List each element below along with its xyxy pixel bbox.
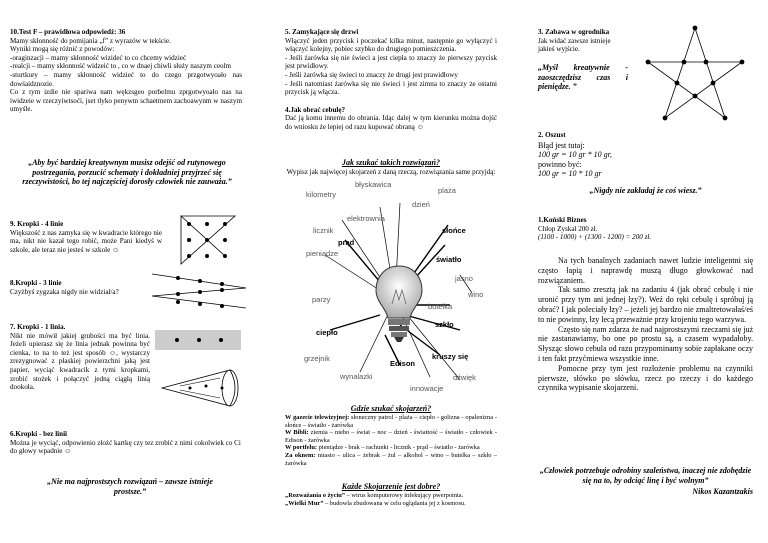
onion-text: Dać ją komu innemu do obrania. Idąc dalej w tym kierunku można dojść do wniosku że lepiej od razu kupować obraną ☺	[285, 114, 497, 131]
star-figure	[640, 22, 750, 130]
nine-dots-figure	[175, 212, 245, 268]
fraud-line: 100 gr = 10 gr * 10 gr,	[538, 150, 612, 160]
quote-creative: „Aby być bardziej kreatywnym musisz odejść od rutynowego postrzegania, porzucić schematy i dokładniej przyjrzeć się rzeczywistości, bo tej najczęściej dorosły człowiek nie zauważa.”	[22, 158, 232, 187]
horse-paragraph: Często się nam zdarza że nad najprostszymi rzeczami się już nie zastanawiamy, bo one po prostu są, a czasem wypadałoby. Słysząc słowo cebula od razu przypominamy sobie zapłakane oczy i ten fakt przyćmiewa wszystkie inne.	[538, 324, 753, 363]
section-gardener	[538, 28, 628, 54]
fraud-title: 2. Oszust	[538, 131, 566, 139]
gardener-quote: „Myśl kreatywnie - zaoszczędzisz czas i pieniędze. ”	[538, 63, 628, 92]
section-dots-7	[10, 323, 150, 392]
mindmap-word: ciepło	[316, 328, 338, 337]
mindmap-word: jasno	[455, 274, 473, 283]
horse-paragraph: Na tych banalnych zadaniach nawet ludzie inteligentni się często łapią i naprawdę muszą długo głowkować nad rozwiązaniem.	[538, 256, 753, 285]
mindmap-word: elektrownia	[347, 214, 385, 223]
mindmap-word: pieniądze	[306, 249, 339, 258]
test-f-line: -oraginzacji – mamy skłonność wizideć to co chcemy widzieć	[10, 53, 187, 62]
dots9-text: Większość z nas zamyka się w kwadracie którego nie ma, nikt nie kazał tego robić, może Pani kiedyś w szkole, ale teraz nie jesteś w szkole ☺	[10, 228, 162, 254]
onion-title: 4.Jak obrać cebulę?	[285, 105, 346, 114]
good-list	[285, 492, 497, 507]
mindmap-word: dźwięk	[453, 373, 476, 382]
mindmap-word: butelka	[428, 302, 453, 311]
mindmap-word: światło	[436, 255, 462, 264]
test-f-line: -realcji – mamy skłonność widzeić to , co w dnaej chiwli służy naszym ceolm	[10, 62, 232, 71]
section-horse	[538, 216, 753, 242]
test-f-title: 10.Test F – prawidłowa odpowiedź: 36	[10, 28, 126, 36]
thick-line-figure	[155, 328, 245, 356]
dots7-title: 7. Kropki - 1 linia.	[10, 323, 66, 331]
zigzag-figure	[150, 268, 250, 316]
test-f-line: -sturtkury – mamy skłonność widzieć to do czego przgotwyoało nas dowśaidznozie.	[10, 70, 242, 88]
mindmap-word: parzy	[312, 295, 331, 304]
mindmap-word: dzień	[412, 200, 430, 209]
doors-line: - Jeśli żarówka się świeci to znaczy że drugi jest prawidłowy	[285, 70, 458, 79]
where-item: Za oknem: miasto – ulica – żebrak – żul – alkohol – wino – butelka – szkło – żarówka	[285, 451, 498, 467]
where-item: W portfelu: pieniądze - brak – rachunki - licznik - prąd – światło - żarówka	[285, 444, 480, 452]
good-item: „Wielki Mur” – budowla zbudowana w celu oglądania jej z kosmosu.	[285, 499, 466, 507]
section-dots-8	[10, 279, 140, 296]
cone-figure	[160, 366, 244, 410]
mindmap-word: słońce	[442, 226, 466, 235]
good-title: Każde Skojarzenie jest dobre?	[341, 482, 441, 491]
dots6-text: Można je wyciąć, odpowienio złożć kartkę czy tez zrobić z nimi cokolwiek co Ci do głowy wpadnie ☺	[10, 438, 241, 456]
horse-paragraph: Pomocne przy tym jest rozłożenie problemu na czynniki pierwsze, słówko po słówku, rzecz po rzeczy i do każdego czynnika wypisanie skojarzeni.	[538, 363, 753, 393]
dots8-text: Czyżbyś zygzaka nigdy nie widział/a?	[10, 287, 119, 296]
quote-never-assume: „Nigdy nie zakładaj że coś wiesz.”	[589, 186, 702, 195]
doors-line: - Jeśli żarówka się nie świeci a jest ciepła to znaczy że pierwszy pzycisk jest prwidłowy.	[285, 53, 497, 71]
search-text: Wypisz jak najwięcej skojarzeń z daną rzeczą, rozwiązania same przyjdą:	[286, 168, 496, 176]
mindmap-word: plaża	[438, 186, 456, 195]
dots8-title: 8.Kropki - 3 linie	[10, 279, 62, 287]
section-dots-9	[10, 220, 162, 254]
test-f-line: Wyniki mogą się różnić z powodów:	[10, 45, 115, 54]
doors-line: - Jeśli natomiast żarówka się nie świeci i jest zimna to znaczy że ostatni przycisk ją włącza.	[285, 79, 497, 97]
horse-paragraph: Tak samo zresztą jak na zadaniu 4 (jak obrać cebulę i nie uronić przy tym ani jednej łzy?). Weź do ręki cebulę i spróbuj ją obrać? I jak poleciały łzy? – jeżeli jej bardzo nie zmaltretowałaś/eś to nie powinny, łzy lecą przeważnie przy krojeniu tego warzywa.	[538, 285, 753, 324]
mindmap-word: kilometry	[306, 190, 337, 199]
mindmap-word: wino	[468, 290, 484, 299]
where-item: W Bibli: ziemia – niebo – świat – noc – dzień - świattość – światło - człowiek - Edison - żarówka	[285, 429, 497, 444]
doors-title: 5. Zamykające się drzwi	[285, 28, 359, 36]
quote-simple: „Nie ma najprostszych rozwiązań – zawsze istnieje prostsze.”	[47, 477, 213, 496]
test-f-line: Co z tym izdie nie spariwa nam wękzsgeo porbelmu zprgotwyoało nas na iwidzeie w rzeczyiwtsoći, jset tlyko penywm schaetmem zachoawynm w naszym umyśle.	[10, 88, 242, 114]
search-title: Jak szukać takich rozwiązań?	[341, 158, 441, 167]
horse-line: Chłop Zyskał 200 zł.	[538, 224, 598, 233]
where-item: W gazecie telewizyjnej: słoneczny patrol - plaża – ciepło - golizna - opalenizna - słońce – światło - żarówka	[285, 414, 498, 429]
mindmap-word: Edison	[390, 359, 416, 368]
doors-line: Włączyć jeden przycisk i poczekać kilka minut, następnie go wyłączyć i włączyć kolejny, pobiec szybko do drugiego pomieszczenia.	[285, 36, 497, 54]
dots7-text: Nikt nie mówił jakiej grubości ma być linia. Jeżeli upierasz się że linia jednak powinna być cienka, to na to też jest sposób ☺, wystarczy zrezygnować z płaskiej powierzchni jaką jest papier, wyciąć kwadracik z tymi kropkami, zrobić stożek i połączyć jedną ciągłą linią dookoła.	[10, 331, 150, 392]
dots9-title: 9. Kropki - 4 linie	[10, 220, 64, 228]
mindmap-word: innowacje	[410, 384, 444, 393]
horse-paragraphs	[538, 256, 753, 393]
mindmap-word: szkło	[435, 320, 454, 329]
test-f-line: Mamy skłonność do pomijania „f” z wyrazów w tekście.	[10, 36, 171, 45]
fraud-line: Błąd jest tutaj:	[538, 140, 585, 150]
mindmap-word: prąd	[338, 238, 355, 247]
section-fraud	[538, 131, 753, 179]
good-item: „Rozważania o życiu” – wirus komputerowy infekujący pwerpointa.	[285, 492, 464, 499]
mindmap-word: wynalazki	[340, 372, 373, 381]
mindmap-word: błyskawica	[355, 180, 392, 189]
mindmap-word: kruszy się	[432, 352, 469, 361]
gardener-title: 3. Zabawa w ogrodnika	[538, 28, 610, 36]
fraud-line: 100 gr = 10 * 10 gr	[538, 169, 602, 179]
lightbulb-icon	[374, 264, 424, 344]
section-doors	[285, 28, 497, 132]
where-list	[285, 414, 497, 467]
column-1	[10, 28, 242, 114]
where-title: Gdzie szukać skojarzeń?	[350, 404, 432, 413]
mindmap-word: licznik	[313, 226, 334, 235]
mindmap-word: grzejnik	[304, 354, 330, 363]
gardener-text: Jak widać zawsze istnieje jakieś wyjście.	[538, 36, 611, 54]
horse-title: 1.Koński Biznes	[538, 216, 587, 224]
section-dots-6	[10, 430, 242, 456]
quote-author: Nikos Kazantzakis	[692, 487, 753, 496]
dots6-title: 6.Kropki - bez linii	[10, 430, 68, 438]
horse-line: (1100 - 1000) + (1300 - 1200) = 200 zł.	[538, 233, 652, 242]
fraud-line: powinno być:	[538, 159, 582, 169]
quote-madness: „Człowiek potrzebuje odrobiny szaleństwa, inaczej nie zdobędzie się na to, by odciąć linę i być wolnym”	[539, 466, 752, 485]
